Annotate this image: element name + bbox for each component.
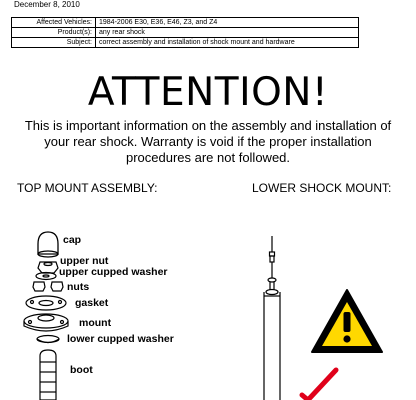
lower-mount-heading: LOWER SHOCK MOUNT: — [252, 181, 392, 195]
boot-label: boot — [70, 364, 93, 376]
shock-absorber-icon — [264, 236, 280, 400]
lower-cupped-washer-part-icon — [37, 336, 59, 343]
page-title: ATTENTION! — [87, 70, 329, 115]
upper-nut-part-icon — [38, 262, 58, 273]
nuts-label: nuts — [67, 281, 90, 293]
red-checkmark-icon — [302, 370, 336, 400]
table-label: Affected Vehicles: — [12, 18, 96, 28]
table-value: correct assembly and installation of shock mount and hardware — [96, 38, 359, 48]
table-value: 1984-2006 E30, E36, E46, Z3, and Z4 — [96, 18, 359, 28]
warning-exclamation-icon — [312, 290, 382, 352]
table-label: Product(s): — [12, 28, 96, 38]
gasket-label: gasket — [75, 297, 109, 309]
top-mount-heading: TOP MOUNT ASSEMBLY: — [17, 181, 158, 195]
intro-paragraph: This is important information on the assembly and installation of your rear shock. Warranty is void if the proper installation procedures are not followed. — [24, 118, 392, 165]
lower-cupped-washer-label: lower cupped washer — [67, 333, 174, 345]
gasket-part-icon — [26, 296, 66, 310]
upper-nut-label: upper nut — [60, 255, 109, 267]
mount-label: mount — [79, 317, 112, 329]
document-date: December 8, 2010 — [14, 0, 80, 9]
table-value: any rear shock — [96, 28, 359, 38]
nuts-part-icon — [33, 282, 63, 291]
boot-part-icon — [40, 350, 56, 400]
cap-label: cap — [63, 234, 82, 246]
table-label: Subject: — [12, 38, 96, 48]
mount-part-icon — [24, 314, 68, 331]
cap-part-icon — [38, 232, 58, 257]
upper-cupped-washer-label: upper cupped washer — [59, 266, 168, 278]
